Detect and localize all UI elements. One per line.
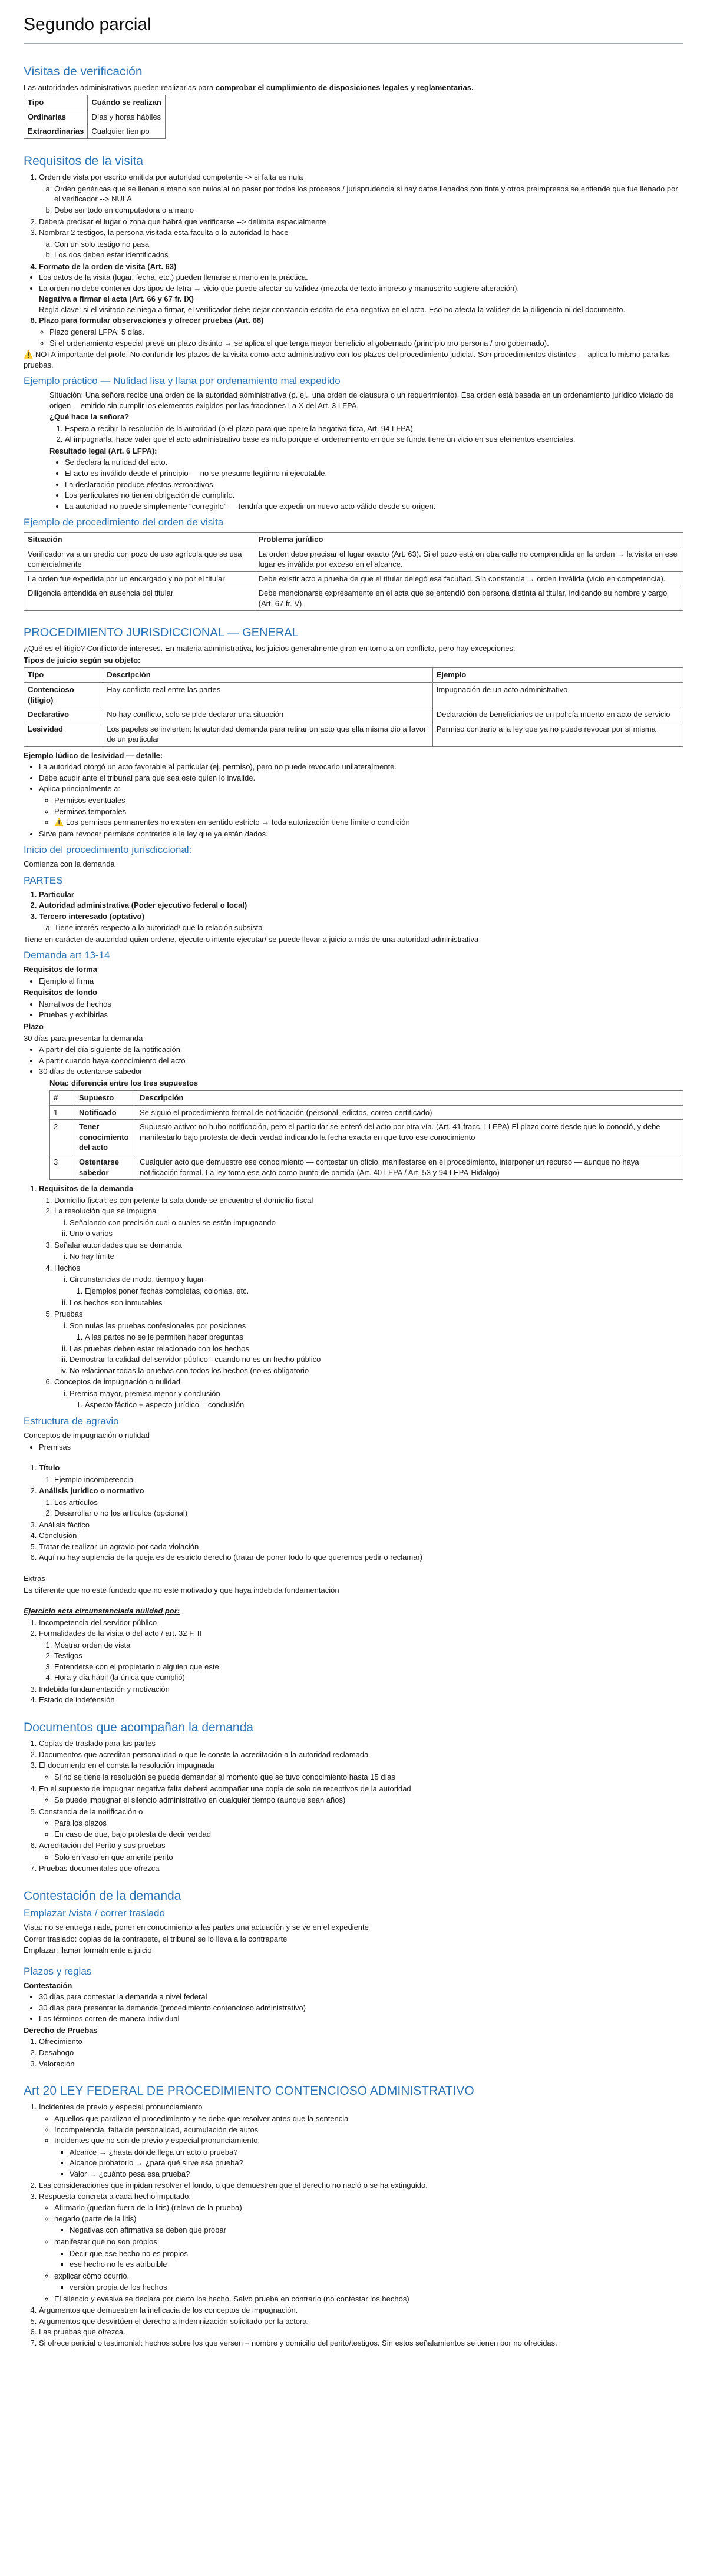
list-item: 1. Ofrecimiento (39, 2036, 683, 2047)
list-item: ◦ El silencio y evasiva se declara por cierto los hecho. Salvo prueba en contrario (no contestar los hechos) (54, 2294, 683, 2304)
list-item: 1. A las partes no se le permiten hacer preguntas (85, 1332, 683, 1342)
section-heading-jurisdiccional: PROCEDIMIENTO JURISDICCIONAL — GENERAL (24, 626, 299, 640)
list-item: b. Los dos deben estar identificados (54, 250, 683, 260)
lesividad-label: Ejemplo lúdico de lesividad — detalle: (24, 750, 163, 760)
section-heading-documentos: Documentos que acompañan la demanda (24, 1720, 253, 1734)
ejemplo-pasos (24, 424, 683, 445)
list-item: 1. Particular (39, 889, 683, 900)
fondo-label: Requisitos de fondo (24, 988, 97, 997)
list-item: 2. Documentos que acreditan personalidad o que le conste la acreditación a la autoridad reclamada (39, 1750, 683, 1760)
partes-list (24, 889, 683, 933)
list-item: 6. Aquí no hay suplencia de la queja es de estricto derecho (tratar de poner todo lo que queremos pedir o reclamar) (39, 1552, 683, 1563)
list-item: 2. Análisis jurídico o normativo 1. Los artículos 2. Desarrollar o no los artículos (opcional) (39, 1486, 683, 1519)
derecho-label: Derecho de Pruebas (24, 2025, 98, 2035)
list-item: • La declaración produce efectos retroactivos. (65, 480, 683, 490)
list-item: ◦ Plazo general LFPA: 5 días. (49, 327, 683, 338)
list-item: i. Premisa mayor, premisa menor y conclusión 1. Aspecto fáctico + aspecto jurídico = conclusión (70, 1388, 683, 1410)
list-item: ▪ ese hecho no le es atribuible (70, 2259, 683, 2270)
contestacion-label: Contestación (24, 1980, 72, 1990)
list-item: 1. Requisitos de la demanda 1. Domicilio fiscal: es competente la sala donde se encuentro el domicilio fiscal 2. La resolución que se impugna i. Señalando con precisión cual o cuales se están impugnando ii. Uno o varios 3. Señalar autoridades que se demanda i. No hay límite 4. Hechos i. Circunstancias de modo, tiempo y lugar 1. Ejemplos poner fechas completas, colonias, etc. ii. Los hechos son inmutables 5. Pruebas i. Son nulas las pruebas confesionales por posiciones 1. A las partes no se le permiten hacer preguntas ii. Las pruebas deben estar relacionado con los hechos iii. Demostrar la calidad del servidor público - cuando no es un hecho público iv. No relacionar todas la pruebas con todos los hechos (no es obligatorio 6. Conceptos de impugnación o nulidad i. Premisa mayor, premisa menor y conclusión 1. Aspecto fáctico + aspecto jurídico = conclusión (39, 1183, 683, 1410)
list-item: 3. El documento en el consta la resolución impugnada ◦ Si no se tiene la resolución se puede demandar al momento que se tuvo conocimiento hasta 15 días (39, 1760, 683, 1782)
procedimiento-table: Situación Problema jurídico Verificador va a un predio con pozo de uso agrícola que se usa comercialmente La orden debe precisar el lugar exacto (Art. 63). Si el pozo está en otra calle no comprendida en la orden → la visita en ese lugar es inválida por exceso en el alcance. La orden fue expedida por un encargado y no por el titular Debe existir acto a prueba de que el titular delegó esa facultad. Sin constancia → orden inválida (vicio en competencia). Diligencia entendida en ausencia del titular Debe mencionarse expresamente en el acta que se entendió con persona distinta al titular, indicando su nombre y cargo (Art. 67 fr. V). (24, 532, 683, 611)
list-item: ◦ Incompetencia, falta de personalidad, acumulación de autos (54, 2125, 683, 2135)
list-item: • Sirve para revocar permisos contrarios a la ley que ya están dados. (39, 829, 683, 839)
list-item: 2. Las consideraciones que impidan resolver el fondo, o que demuestren que el derecho no nació o se ha extinguido. (39, 2180, 683, 2191)
title-divider (24, 43, 683, 44)
table-row: Ordinarias Días y horas hábiles (24, 110, 166, 124)
list-item: 5. Tratar de realizar un agravio por cada violación (39, 1542, 683, 1552)
section-heading-agravio: Estructura de agravio (24, 1416, 119, 1427)
list-item: ii. Las pruebas deben estar relacionado con los hechos (70, 1344, 683, 1354)
list-item: 4. Estado de indefensión (39, 1695, 683, 1705)
list-item: ◦ Si no se tiene la resolución se puede demandar al momento que se tuvo conocimiento hasta 15 días (54, 1772, 683, 1783)
nota-label: Nota: diferencia entre los tres supuestos (49, 1078, 199, 1087)
list-item: • Aplica principalmente a: ◦ Permisos eventuales ◦ Permisos temporales ◦ ⚠️ Los permisos permanentes no existen en sentido estricto → toda autorización tiene límite o condición (39, 783, 683, 827)
list-item: 1. Incompetencia del servidor público (39, 1618, 683, 1628)
tipos-label: Tipos de juicio según su objeto: (24, 655, 141, 664)
list-item: ◦ En caso de que, bajo protesta de decir verdad (54, 1829, 683, 1840)
list-item: 6. Las pruebas que ofrezca. (39, 2327, 683, 2337)
list-item: 4. Conclusión (39, 1530, 683, 1541)
list-item: • La autoridad no puede simplemente "corregirlo" — tendría que expedir un nuevo acto válido desde su origen. (65, 501, 683, 512)
list-item: 1. Aspecto fáctico + aspecto jurídico = conclusión (85, 1400, 683, 1410)
list-item: 3. Entenderse con el propietario o alguien que este (54, 1662, 683, 1672)
list-item: i. Circunstancias de modo, tiempo y lugar 1. Ejemplos poner fechas completas, colonias, etc. (70, 1274, 683, 1296)
list-item: 6. Conceptos de impugnación o nulidad i. Premisa mayor, premisa menor y conclusión 1. Aspecto fáctico + aspecto jurídico = conclusión (54, 1377, 683, 1410)
list-item: ◦ ⚠️ Los permisos permanentes no existen en sentido estricto → toda autorización tiene límite o condición (54, 817, 683, 828)
list-item: • La orden no debe contener dos tipos de letra → vicio que puede afectar su validez (mezcla de texto impreso y manuscrito sugiere alteración). (39, 283, 683, 294)
documentos-list (24, 1738, 683, 1874)
list-item: • Los particulares no tienen obligación de cumplirlo. (65, 490, 683, 501)
visitas-table (24, 95, 166, 139)
section-heading-partes: PARTES (24, 874, 63, 886)
agravio-list (24, 1463, 683, 1563)
emplazar-text: Emplazar: llamar formalmente a juicio (24, 1946, 152, 1955)
table-row: La orden fue expedida por un encargado y no por el titular Debe existir acto a prueba de que el titular delegó esa facultad. Sin constancia → orden inválida (vicio en competencia). (24, 571, 683, 586)
table-row: Contencioso (litigio) Hay conflicto real entre las partes Impugnación de un acto administrativo (24, 683, 683, 707)
list-item: 1. Domicilio fiscal: es competente la sala donde se encuentro el domicilio fiscal (54, 1195, 683, 1206)
ejemplo-situacion: Situación: Una señora recibe una orden de la autoridad administrativa (p. ej., una orden de clausura o un requerimiento). Esa orden está basada en un ordenamiento jurídico viciado de origen —emitido sin cumplir los elementos exigidos por las fracciones I a X del Art. 3 LFPA. (49, 391, 674, 410)
list-item: ◦ Se puede impugnar el silencio administrativo en cualquier tiempo (aunque sean años) (54, 1795, 683, 1805)
list-item: • Los términos corren de manera individual (39, 2013, 683, 2024)
list-item: ii. Los hechos son inmutables (70, 1298, 683, 1308)
list-item: 2. Autoridad administrativa (Poder ejecutivo federal o local) (39, 900, 683, 911)
page-title: Segundo parcial (24, 15, 151, 34)
list-item: • Narrativos de hechos (39, 999, 683, 1010)
inicio-text: Comienza con la demanda (24, 859, 115, 869)
list-item: 4. Hora y día hábil (la única que cumplió) (54, 1672, 683, 1683)
fondo-list (24, 999, 683, 1020)
vista-text: Vista: no se entrega nada, poner en conocimiento a las partes una actuación y se ve en el expediente (24, 1923, 369, 1932)
list-item: 3. Tercero interesado (optativo) a. Tiene interés respecto a la autoridad/ que la relación subsista (39, 911, 683, 933)
ejemplo-resultados (24, 457, 683, 511)
list-item: ◦ negarlo (parte de la litis) ▪ Negativas con afirmativa se deben que probar (54, 2214, 683, 2236)
list-item: ▪ Valor → ¿cuánto pesa esa prueba? (70, 2169, 683, 2180)
list-item: ◦ Permisos eventuales (54, 795, 683, 806)
table-row: Diligencia entendida en ausencia del titular Debe mencionarse expresamente en el acta que se entendió con persona distinta al titular, indicando su nombre y cargo (Art. 67 fr. V). (24, 586, 683, 611)
section-heading-contestacion: Contestación de la demanda (24, 1889, 181, 1903)
section-heading-visitas: Visitas de verificación (24, 64, 143, 78)
table-row: 3 Ostentarse sabedor Cualquier acto que demuestre ese conocimiento — contestar un oficio, manifestarse en el procedimiento, interponer un recurso — aunque no haya notificación formal. La ley toma ese acto como punto de partida (Art. 40 LFPA / Art. 53 y 94 LEPA-Hidalgo) (50, 1155, 683, 1179)
table-row: Lesividad Los papeles se invierten: la autoridad demanda para retirar un acto que ella misma dio a favor de un particular Permiso contrario a la ley que ya no puede revocar por sí misma (24, 722, 683, 746)
list-item: Negativa a firmar el acta (Art. 66 y 67 fr. IX) Regla clave: si el visitado se niega a firmar, el verificador debe dejar constancia escrita de esa negativa en el acta. Eso no afecta la validez de la diligencia ni del documento. (39, 295, 626, 314)
supuestos-table: # Supuesto Descripción 1 Notificado Se siguió el procedimiento formal de notificación (personal, edictos, correo certificado) 2 Tener conocimiento del acto Supuesto activo: no hubo notificación, pero el particular se enteró del acto por otra vía. (Art. 41 fracc. I LFPA) El plazo corre desde que lo conoció, y debe manifestarlo bajo protesta de decir verdad indicando la fecha exacta en que tuvo ese conocimiento 3 Ostentarse sabedor Cualquier acto que demuestre ese conocimiento — contestar un oficio, manifestarse en el procedimiento, interponer un recurso — aunque no haya notificación formal. La ley toma ese acto como punto de partida (Art. 40 LFPA / Art. 53 y 94 LEPA-Hidalgo) (49, 1090, 683, 1180)
list-item: • Pruebas y exhibirlas (39, 1010, 683, 1020)
list-item: ◦ Permisos temporales (54, 806, 683, 817)
list-item: • A partir cuando haya conocimiento del acto (39, 1056, 683, 1066)
list-item: ▪ Negativas con afirmativa se deben que probar (70, 2225, 683, 2236)
forma-label: Requisitos de forma (24, 965, 97, 974)
list-item: • 30 días de ostentarse sabedor (39, 1066, 683, 1077)
list-item: • Los datos de la visita (lugar, fecha, etc.) pueden llenarse a mano en la práctica. (39, 272, 683, 283)
ejercicio-list (24, 1618, 683, 1705)
derecho-list (24, 2036, 683, 2069)
plazo-text: 30 días para presentar la demanda (24, 1033, 143, 1043)
partes-note: Tiene en carácter de autoridad quien ordene, ejecute o intente ejecutar/ se puede llevar a juicio a más de una autoridad administrativa (24, 934, 479, 944)
list-item: ii. Uno o varios (70, 1228, 683, 1239)
agravio-intro: Conceptos de impugnación o nulidad (24, 1430, 150, 1440)
list-item: 8. Plazo para formular observaciones y ofrecer pruebas (Art. 68) (39, 315, 683, 326)
list-item: i. Son nulas las pruebas confesionales por posiciones 1. A las partes no se le permiten hacer preguntas (70, 1321, 683, 1342)
list-item: • Premisas (39, 1442, 683, 1453)
list-item: • A partir del día siguiente de la notificación (39, 1044, 683, 1055)
list-item: 6. Acreditación del Perito y sus pruebas ◦ Solo en vaso en que amerite perito (39, 1840, 683, 1862)
table-row: Verificador va a un predio con pozo de uso agrícola que se usa comercialmente La orden debe precisar el lugar exacto (Art. 63). Si el pozo está en otra calle no comprendida en la orden → la visita en ese lugar es inválida por exceso en el alcance. (24, 547, 683, 571)
section-heading-demanda: Demanda art 13-14 (24, 950, 110, 961)
extras-text: Es diferente que no esté fundado que no esté motivado y que haya indebida fundamentación (24, 1585, 339, 1595)
section-heading-requisitos: Requisitos de la visita (24, 154, 144, 168)
list-item: 2. Desarrollar o no los artículos (opcional) (54, 1508, 683, 1519)
list-item: ◦ Aquellos que paralizan el procedimiento y se debe que resolver antes que la sentencia (54, 2114, 683, 2124)
list-item: 2. Testigos (54, 1651, 683, 1661)
contestacion-list (24, 1992, 683, 2024)
list-item: 1. Título 1. Ejemplo incompetencia (39, 1463, 683, 1484)
list-item: 1. Mostrar orden de vista (54, 1640, 683, 1651)
list-item: 3. Valoración (39, 2059, 683, 2069)
extras-label: Extras (24, 1573, 45, 1583)
table-row: 2 Tener conocimiento del acto Supuesto activo: no hubo notificación, pero el particular se enteró del acto por otra vía. (Art. 41 fracc. I LFPA) El plazo corre desde que lo conoció, y debe manifestarlo bajo protesta de decir verdad indicando la fecha exacta en que tuvo ese conocimiento (50, 1120, 683, 1155)
list-item: • El acto es inválido desde el principio — no se presume legítimo ni ejecutable. (65, 468, 683, 479)
list-item: 2. Formalidades de la visita o del acto / art. 32 F. II 1. Mostrar orden de vista 2. Testigos 3. Entenderse con el propietario o alguien que este 4. Hora y día hábil (la única que cumplió) (39, 1628, 683, 1683)
list-item: a. Tiene interés respecto a la autoridad/ que la relación subsista (54, 922, 683, 933)
list-item: 2. Deberá precisar el lugar o zona que habrá que verificarse --> delimita espacialmente (39, 217, 683, 227)
list-item: i. No hay límite (70, 1251, 683, 1262)
list-item: 2. Al impugnarla, hace valer que el acto administrativo base es nulo porque el ordenamiento en que se funda tiene un vicio en sus elementos esenciales. (65, 434, 683, 445)
list-item: • Se declara la nulidad del acto. (65, 457, 683, 468)
list-item: 7. Si ofrece pericial o testimonial: hechos sobre los que versen + nombre y domicilio del perito/testigos. Sin estos señalamientos se tienen por no ofrecidas. (39, 2338, 683, 2349)
list-item: 1. Orden de vista por escrito emitida por autoridad competente -> si falta es nula a. Orden genéricas que se llenan a mano son nulos al no pasar por todos los procesos / jurisprudencia si hay datos llenados con tinta y otros preimpresos se entiende que fue llenado por el verificador --> NULA b. Debe ser todo en computadora o a mano (39, 172, 683, 215)
list-item: i. Señalando con precisión cual o cuales se están impugnando (70, 1218, 683, 1228)
warning-icon: ⚠️ (54, 818, 64, 827)
list-item: 3. Indebida fundamentación y motivación (39, 1684, 683, 1695)
list-item: a. Orden genéricas que se llenan a mano son nulos al no pasar por todos los procesos / jurisprudencia si hay datos llenados con tinta y otros preimpresos se entiende que fue llenado por el verificador --> NULA (54, 184, 683, 204)
list-item: 4. Hechos i. Circunstancias de modo, tiempo y lugar 1. Ejemplos poner fechas completas, colonias, etc. ii. Los hechos son inmutables (54, 1263, 683, 1308)
list-item: ▪ Alcance probatorio → ¿para qué sirve esa prueba? (70, 2158, 683, 2168)
list-item: • La autoridad otorgó un acto favorable al particular (ej. permiso), pero no puede revocarlo unilateralmente. (39, 762, 683, 772)
list-item: 4. Formato de la orden de visita (Art. 63) (39, 262, 683, 272)
list-item: iv. No relacionar todas la pruebas con todos los hechos (no es obligatorio (70, 1365, 683, 1376)
ejemplo-pregunta: ¿Qué hace la señora? (49, 412, 130, 422)
table-row: 1 Notificado Se siguió el procedimiento formal de notificación (personal, edictos, correo certificado) (50, 1105, 683, 1120)
lesividad-list (24, 762, 683, 839)
list-item: 3. Nombrar 2 testigos, la persona visitada esta faculta o la autoridad lo hace a. Con un solo testigo no pasa b. Los dos deben estar identificados (39, 227, 683, 260)
plazo-list (24, 327, 683, 348)
section-heading-ejemplo: Ejemplo práctico — Nulidad lisa y llana por ordenamiento mal expedido (24, 375, 341, 387)
section-heading-procedimiento-ejemplo: Ejemplo de procedimiento del orden de visita (24, 517, 224, 528)
list-item: ◦ explicar cómo ocurrió. ▪ versión propia de los hechos (54, 2271, 683, 2293)
table-row: Extraordinarias Cualquier tiempo (24, 124, 166, 139)
list-item: 3. Análisis fáctico (39, 1520, 683, 1530)
forma-list (24, 976, 683, 987)
section-heading-plazos: Plazos y reglas (24, 1965, 92, 1977)
list-item: ◦ Incidentes que no son de previo y especial pronunciamiento: ▪ Alcance → ¿hasta dónde llega un acto o prueba? ▪ Alcance probatorio → ¿para qué sirve esa prueba? ▪ Valor → ¿cuánto pesa esa prueba? (54, 2135, 683, 2179)
list-item: ▪ Alcance → ¿hasta dónde llega un acto o prueba? (70, 2147, 683, 2158)
premisas-list (24, 1442, 683, 1453)
list-item: 1. Incidentes de previo y especial pronunciamiento ◦ Aquellos que paralizan el procedimiento y se debe que resolver antes que la sentencia ◦ Incompetencia, falta de personalidad, acumulación de autos ◦ Incidentes que no son de previo y especial pronunciamiento: ▪ Alcance → ¿hasta dónde llega un acto o prueba? ▪ Alcance probatorio → ¿para qué sirve esa prueba? ▪ Valor → ¿cuánto pesa esa prueba? (39, 2102, 683, 2179)
list-item: ◦ Para los plazos (54, 1818, 683, 1828)
list-item: 1. Ejemplo incompetencia (54, 1474, 683, 1485)
list-item: 1. Copias de traslado para las partes (39, 1738, 683, 1749)
table-header-cell: Tipo (24, 95, 88, 110)
table-header-cell: Cuándo se realizan (88, 95, 165, 110)
list-item: • Debe acudir ante el tribunal para que sea este quien lo invalide. (39, 773, 683, 783)
list-item: iii. Demostrar la calidad del servidor público - cuando no es un hecho público (70, 1354, 683, 1365)
ejercicio-label: Ejercicio acta circunstanciada nulidad por: (24, 1606, 180, 1616)
list-item: ▪ versión propia de los hechos (70, 2282, 683, 2293)
list-item: 1. Espera a recibir la resolución de la autoridad (o el plazo para que opere la negativa ficta, Art. 94 LFPA). (65, 424, 683, 434)
table-row: Declarativo No hay conflicto, solo se pide declarar una situación Declaración de beneficiarios de un policía muerto en acto de servicio (24, 707, 683, 722)
list-item: 5. Pruebas i. Son nulas las pruebas confesionales por posiciones 1. A las partes no se le permiten hacer preguntas ii. Las pruebas deben estar relacionado con los hechos iii. Demostrar la calidad del servidor público - cuando no es un hecho público iv. No relacionar todas la pruebas con todos los hechos (no es obligatorio (54, 1309, 683, 1375)
list-item: 2. La resolución que se impugna i. Señalando con precisión cual o cuales se están impugnando ii. Uno o varios (54, 1206, 683, 1239)
section-heading-inicio: Inicio del procedimiento jurisdiccional: (24, 844, 192, 856)
list-item: • 30 días para contestar la demanda a nivel federal (39, 1992, 683, 2002)
list-item: ◦ Solo en vaso en que amerite perito (54, 1852, 683, 1863)
art20-list (24, 2102, 683, 2348)
requisitos-list (24, 172, 683, 326)
subheading-emplazar: Emplazar /vista / correr traslado (24, 1907, 165, 1919)
list-item: 3. Respuesta concreta a cada hecho imputado: ◦ Afirmarlo (quedan fuera de la litis) (releva de la prueba) ◦ negarlo (parte de la litis) ▪ Negativas con afirmativa se deben que probar ◦ manifestar que no son propios ▪ Decir que ese hecho no es propios ▪ ese hecho no le es atribuible ◦ explicar cómo ocurrió. ▪ versión propia de los hechos ◦ El silencio y evasiva se declara por cierto los hecho. Salvo prueba en contrario (no contestar los hechos) (39, 2191, 683, 2304)
list-item: 4. Argumentos que demuestren la ineficacia de los conceptos de impugnación. (39, 2305, 683, 2316)
correr-text: Correr traslado: copias de la contrapete, el tribunal se lo lleva a la contraparte (24, 1934, 288, 1943)
plazo-label: Plazo (24, 1021, 44, 1031)
ejemplo-resultado-label: Resultado legal (Art. 6 LFPA): (49, 446, 157, 455)
section-heading-art20: Art 20 LEY FEDERAL DE PROCEDIMIENTO CONTENCIOSO ADMINISTRATIVO (24, 2084, 474, 2098)
list-item: 4. En el supuesto de impugnar negativa falta deberá acompañar una copia de solo de receptivos de la autoridad ◦ Se puede impugnar el silencio administrativo en cualquier tiempo (aunque sean años) (39, 1784, 683, 1805)
list-item: 5. Argumentos que desvirtúen el derecho a indemnización solicitado por la actora. (39, 2316, 683, 2327)
list-item: ◦ manifestar que no son propios ▪ Decir que ese hecho no es propios ▪ ese hecho no le es atribuible (54, 2237, 683, 2270)
requisitos-demanda-list (24, 1183, 683, 1410)
list-item: • 30 días para presentar la demanda (procedimiento contencioso administrativo) (39, 2003, 683, 2013)
list-item: 1. Los artículos (54, 1497, 683, 1508)
nota-profe: ⚠️ NOTA importante del profe: No confundir los plazos de la visita como acto administrativo con los plazos del procedimiento judicial. Son procedimientos distintos — aplica lo mismo para las pruebas. (24, 350, 670, 369)
jurisdiccional-intro: ¿Qué es el litigio? Conflicto de intereses. En materia administrativa, los juicios generalmente giran en torno a un conflicto, pero hay excepciones: (24, 644, 516, 653)
list-item: 3. Señalar autoridades que se demanda i. No hay límite (54, 1240, 683, 1262)
list-item: • Ejemplo al firma (39, 976, 683, 987)
tipos-juicio-table: Tipo Descripción Ejemplo Contencioso (litigio) Hay conflicto real entre las partes Impugnación de un acto administrativo Declarativo No hay conflicto, solo se pide declarar una situación Declaración de beneficiarios de un policía muerto en acto de servicio Lesividad Los papeles se invierten: la autoridad demanda para retirar un acto que ella misma dio a favor de un particular Permiso contrario a la ley que ya no puede revocar por sí misma (24, 667, 683, 746)
list-item: 1. Ejemplos poner fechas completas, colonias, etc. (85, 1286, 683, 1297)
list-item: ◦ Si el ordenamiento especial prevé un plazo distinto → se aplica el que tenga mayor beneficio al gobernado (principio pro persona / pro gobernado). (49, 338, 683, 349)
list-item: ▪ Decir que ese hecho no es propios (70, 2248, 683, 2259)
list-item: 2. Desahogo (39, 2048, 683, 2058)
list-item: ◦ Afirmarlo (quedan fuera de la litis) (releva de la prueba) (54, 2203, 683, 2213)
plazo-items (24, 1044, 683, 1077)
warning-icon: ⚠️ (24, 350, 34, 359)
list-item: a. Con un solo testigo no pasa (54, 239, 683, 250)
list-item: 7. Pruebas documentales que ofrezca (39, 1863, 683, 1874)
visitas-intro: Las autoridades administrativas pueden realizarlas para comprobar el cumplimiento de disposiciones legales y reglamentarias. (24, 82, 474, 92)
list-item: b. Debe ser todo en computadora o a mano (54, 205, 683, 216)
list-item: 5. Constancia de la notificación o ◦ Para los plazos ◦ En caso de que, bajo protesta de decir verdad (39, 1807, 683, 1840)
